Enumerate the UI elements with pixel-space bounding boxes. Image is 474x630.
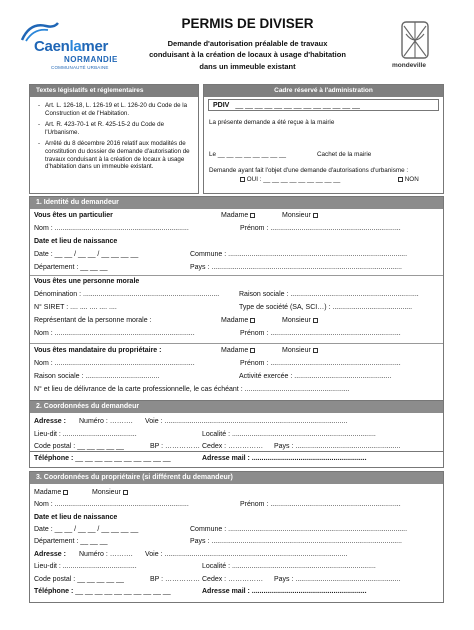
raison-sociale-field[interactable]: Raison sociale : ..................................................................	[239, 291, 419, 298]
monsieur-checkbox[interactable]	[123, 490, 128, 495]
cedex-field[interactable]: Cedex : ……………	[202, 443, 264, 450]
legal-text-item: - Art. L. 126-18, L. 126-19 et L. 126-20 du Code de la Construction et de l'Habitation.	[38, 102, 190, 117]
owner-bp-field[interactable]: BP : ……………	[150, 576, 201, 583]
monsieur-option-3[interactable]: Monsieur	[282, 347, 318, 354]
legal-texts-list	[30, 97, 198, 171]
owner-localite-field[interactable]: Localité : ..........................................................................	[202, 563, 376, 570]
monsieur-checkbox[interactable]	[313, 318, 318, 323]
madame-checkbox[interactable]	[250, 213, 255, 218]
section-3-heading: 3. Coordonnées du propriétaire (si différent du demandeur)	[30, 472, 443, 484]
denomination-field[interactable]: Dénomination : ......................................................................	[34, 291, 220, 298]
siret-field[interactable]: N° SIRET : .... .... .... .... ....	[34, 304, 117, 311]
monsieur-checkbox[interactable]	[313, 213, 318, 218]
lieudit-field[interactable]: Lieu-dit : ......................................	[34, 431, 137, 438]
owner-birth-pays-field[interactable]: Pays : ..................................................................................................	[190, 538, 402, 545]
prenom-field-3[interactable]: Prénom : ...................................................................	[240, 360, 401, 367]
adresse-label: Adresse :	[34, 418, 66, 425]
oui-checkbox[interactable]	[240, 177, 245, 182]
mondeville-logo-icon	[394, 18, 434, 68]
owner-telephone-field[interactable]: Téléphone : __ __ __ __ __ __ __ __ __ __	[34, 588, 171, 595]
pdiv-field[interactable]: PDIV __ __ __ __ __ __ __ __ __ __ __ __ __	[208, 99, 439, 111]
owner-birth-date-field[interactable]: Date : __ __ / __ __ / __ __ __ __	[34, 526, 139, 533]
madame-checkbox[interactable]	[63, 490, 68, 495]
received-date[interactable]: Le __ __ __ __ __ __ __ __	[209, 151, 287, 158]
representant-label: Représentant de la personne morale :	[34, 317, 152, 324]
numero-field[interactable]: Numéro : ……….	[79, 418, 133, 425]
type-societe-field[interactable]: Type de société (SA, SCI…) : .........................................	[239, 304, 413, 311]
raison-sociale-field-3[interactable]: Raison sociale : ......................................	[34, 373, 160, 380]
page-subtitle: Demande d'autorisation préalable de travaux conduisant à la création de locaux à usage d'habitation dans un immeuble existant	[149, 39, 346, 71]
page-title: PERMIS DE DIVISER	[181, 16, 314, 31]
morale-label: Vous êtes une personne morale	[34, 278, 140, 285]
section-2-heading: 2. Coordonnées du demandeur	[30, 401, 443, 413]
bp-field[interactable]: BP : ……………	[150, 443, 201, 450]
telephone-field[interactable]: Téléphone : __ __ __ __ __ __ __ __ __ __	[34, 455, 171, 462]
codepostal-field[interactable]: Code postal : __ __ __ __ __	[34, 443, 124, 450]
section-1-heading: 1. Identité du demandeur	[30, 197, 443, 209]
madame-checkbox[interactable]	[250, 348, 255, 353]
owner-cedex-field[interactable]: Cedex : ……………	[202, 576, 264, 583]
owner-voie-field[interactable]: Voie : ..............................................................................................	[145, 551, 348, 558]
form-header	[0, 0, 474, 80]
madame-option-2[interactable]: Madame	[221, 317, 255, 324]
madame-option[interactable]: Madame	[221, 212, 255, 219]
madame-checkbox[interactable]	[250, 318, 255, 323]
monsieur-option-owner[interactable]: Monsieur	[92, 489, 128, 496]
caen-la-mer-logo: Caenlamer NORMANDIE COMMUNAUTÉ URBAINE	[20, 20, 130, 70]
birth-pays-field[interactable]: Pays : ..................................................................................................	[190, 264, 402, 271]
activite-field[interactable]: Activité exercée : ..................................................	[239, 373, 392, 380]
nom-field-3[interactable]: Nom : ........................................................................	[34, 360, 195, 367]
prenom-field-2[interactable]: Prénom : ...................................................................	[240, 330, 401, 337]
birth-commune-field[interactable]: Commune : ............................................................................................	[190, 251, 408, 258]
prior-non[interactable]: NON	[396, 176, 419, 184]
legal-texts-heading: Textes législatifs et réglementaires	[30, 85, 198, 97]
birth-departement-field[interactable]: Département : __ __ __	[34, 264, 108, 271]
birth-date-field[interactable]: Date : __ __ / __ __ / __ __ __ __	[34, 251, 139, 258]
legal-text-item: - Art. R. 423-70-1 et R. 425-15-2 du Code de l'Urbanisme.	[38, 121, 190, 136]
owner-birth-commune-field[interactable]: Commune : ............................................................................................	[190, 526, 408, 533]
madame-option-3[interactable]: Madame	[221, 347, 255, 354]
pays-field[interactable]: Pays : ......................................................	[274, 443, 401, 450]
particulier-label: Vous êtes un particulier	[34, 212, 113, 219]
prior-request-question: Demande ayant fait l'objet d'une demande d'autorisations d'urbanisme :	[209, 167, 409, 174]
received-text: La présente demande a été reçue à la mairie	[209, 119, 335, 126]
owner-pays-field[interactable]: Pays : ......................................................	[274, 576, 401, 583]
owner-adresse-label: Adresse :	[34, 551, 66, 558]
owner-birth-label: Date et lieu de naissance	[34, 514, 118, 521]
section-coordonnees	[29, 400, 444, 468]
owner-nom-field[interactable]: Nom : .....................................................................	[34, 501, 189, 508]
divider	[30, 275, 443, 276]
owner-lieudit-field[interactable]: Lieu-dit : ......................................	[34, 563, 137, 570]
owner-codepostal-field[interactable]: Code postal : __ __ __ __ __	[34, 576, 124, 583]
voie-field[interactable]: Voie : ..............................................................................................	[145, 418, 348, 425]
birth-label: Date et lieu de naissance	[34, 238, 118, 245]
legal-text-item: - Arrêté du 8 décembre 2016 relatif aux modalités de constitution du dossier de demande d'autorisation de travaux conduisant à la création de locaux à usage d'habitation dans un immeuble existant.	[38, 140, 190, 170]
nom-field[interactable]: Nom : .....................................................................	[34, 225, 189, 232]
monsieur-option-2[interactable]: Monsieur	[282, 317, 318, 324]
carte-pro-field[interactable]: N° et lieu de délivrance de la carte professionnelle, le cas échéant : ......................................................	[34, 386, 350, 393]
mandataire-label: Vous êtes mandataire du propriétaire :	[34, 347, 162, 354]
owner-birth-departement-field[interactable]: Département : __ __ __	[34, 538, 108, 545]
madame-option-owner[interactable]: Madame	[34, 489, 68, 496]
monsieur-checkbox[interactable]	[313, 348, 318, 353]
admin-heading: Cadre réservé à l'administration	[204, 85, 443, 97]
email-field[interactable]: Adresse mail : ...........................................................	[202, 455, 367, 462]
divider	[30, 343, 443, 344]
owner-numero-field[interactable]: Numéro : ……….	[79, 551, 133, 558]
legal-texts-box	[29, 84, 199, 194]
non-checkbox[interactable]	[398, 177, 403, 182]
owner-email-field[interactable]: Adresse mail : ...........................................................	[202, 588, 367, 595]
prior-oui[interactable]: OUI : __ __ __ __ __ __ __ __ __	[238, 176, 340, 184]
prenom-field[interactable]: Prénom : ...................................................................	[240, 225, 401, 232]
localite-field[interactable]: Localité : ..........................................................................	[202, 431, 376, 438]
cachet-label: Cachet de la mairie	[317, 151, 372, 158]
mondeville-label: mondeville	[392, 62, 426, 69]
monsieur-option[interactable]: Monsieur	[282, 212, 318, 219]
owner-prenom-field[interactable]: Prénom : ...................................................................	[240, 501, 401, 508]
admin-box	[203, 84, 444, 194]
nom-field-2[interactable]: Nom : ........................................................................	[34, 330, 195, 337]
section-proprietaire	[29, 471, 444, 603]
